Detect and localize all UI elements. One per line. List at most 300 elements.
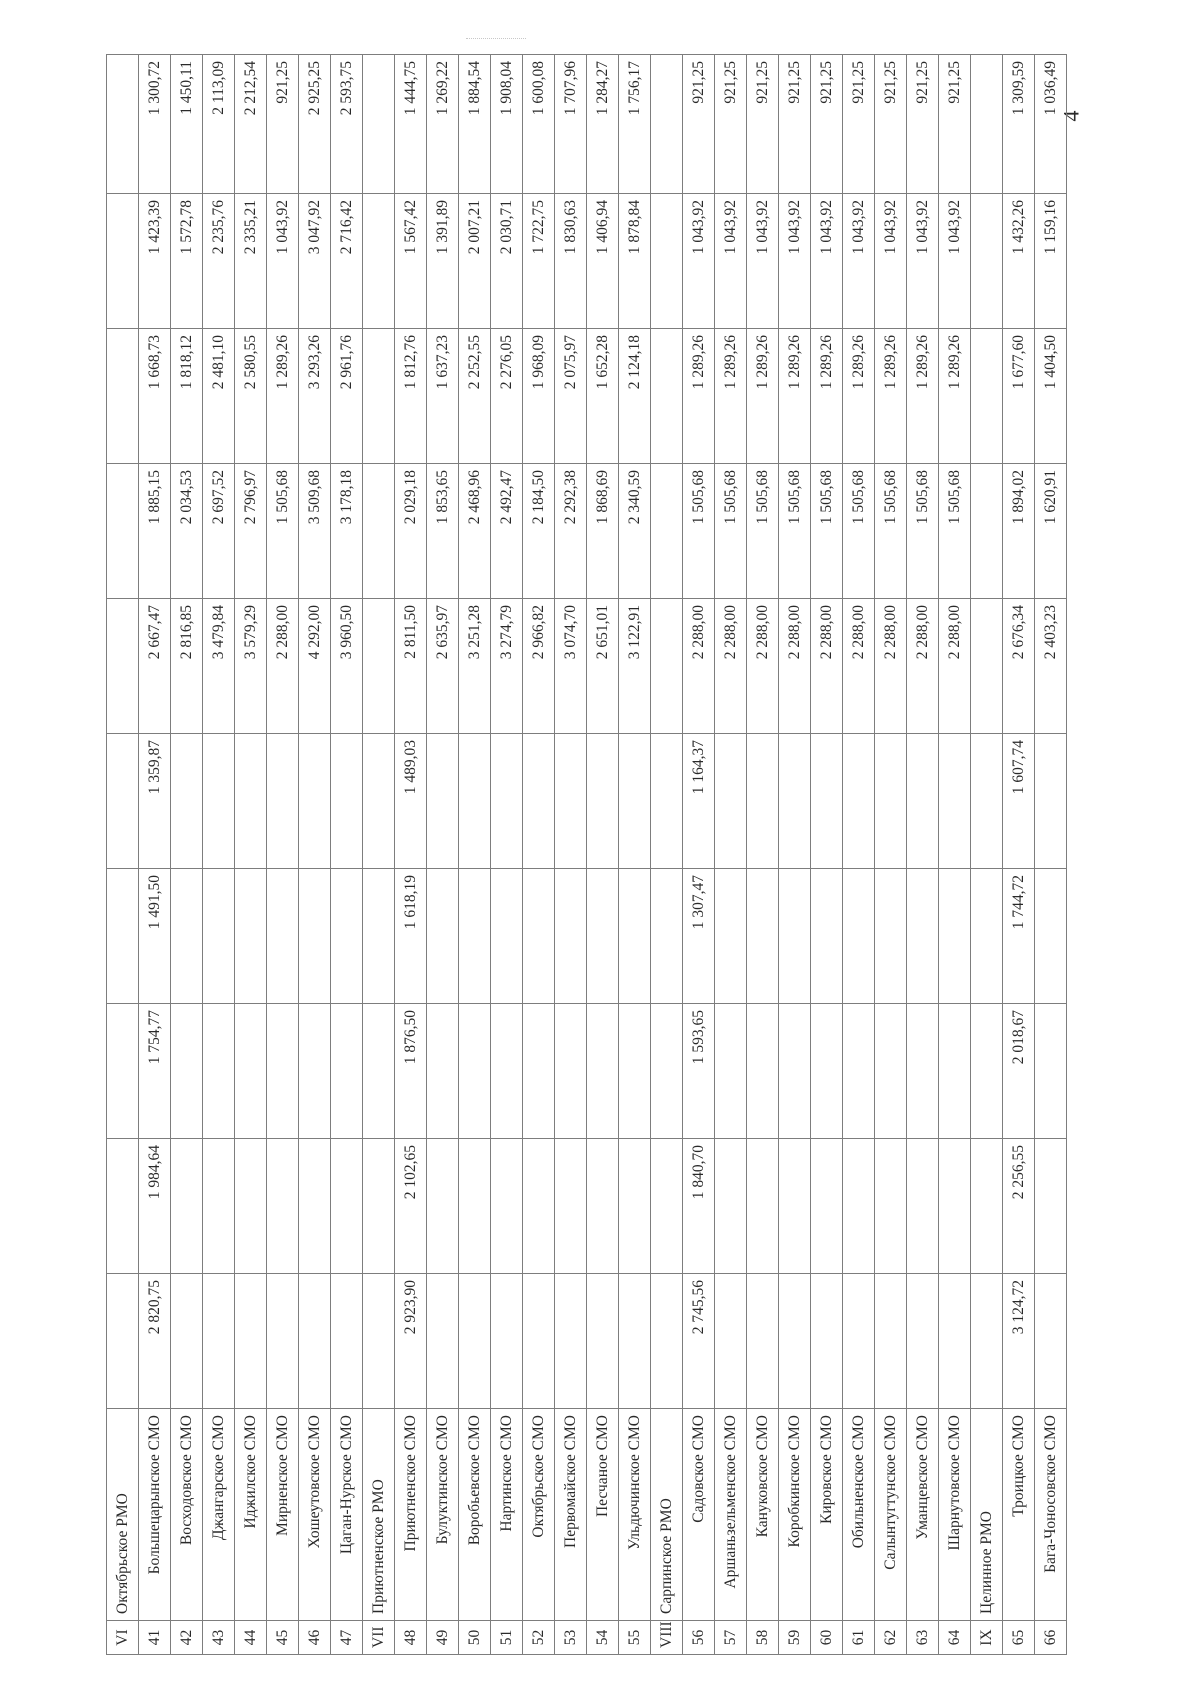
value-cell: 921,25	[875, 55, 907, 194]
value-cell: 1 818,12	[171, 329, 203, 464]
value-cell: 2 288,00	[811, 599, 843, 734]
value-cell	[587, 1139, 619, 1274]
value-cell: 2 102,65	[395, 1139, 427, 1274]
value-cell: 1 878,84	[619, 194, 651, 329]
row-number: IX	[971, 1621, 1003, 1655]
municipality-name: Кировское СМО	[811, 1409, 843, 1621]
table-row	[555, 55, 587, 1655]
value-cell	[459, 1274, 491, 1409]
value-cell	[203, 734, 235, 869]
empty-cell	[971, 1274, 1003, 1409]
value-cell: 1 289,26	[811, 329, 843, 464]
value-cell: 2 923,90	[395, 1274, 427, 1409]
value-cell: 2 288,00	[779, 599, 811, 734]
table-row	[747, 55, 779, 1655]
value-cell: 2 340,59	[619, 464, 651, 599]
value-cell: 2 635,97	[427, 599, 459, 734]
value-cell	[715, 1004, 747, 1139]
value-cell: 1 984,64	[139, 1139, 171, 1274]
value-cell	[555, 734, 587, 869]
table-row	[811, 55, 843, 1655]
value-cell	[715, 734, 747, 869]
value-cell: 2 811,50	[395, 599, 427, 734]
value-cell: 1 894,02	[1003, 464, 1035, 599]
value-cell: 1 043,92	[747, 194, 779, 329]
value-cell	[491, 734, 523, 869]
value-cell	[843, 869, 875, 1004]
table-row	[619, 55, 651, 1655]
value-cell	[523, 1139, 555, 1274]
value-cell: 1 289,26	[907, 329, 939, 464]
value-cell	[843, 734, 875, 869]
table-row	[139, 55, 171, 1655]
table-row	[683, 55, 715, 1655]
value-cell: 1 677,60	[1003, 329, 1035, 464]
value-cell	[235, 1004, 267, 1139]
value-cell: 2 288,00	[875, 599, 907, 734]
row-number: 63	[907, 1621, 939, 1655]
table-row	[203, 55, 235, 1655]
value-cell	[939, 1274, 971, 1409]
value-cell	[171, 1274, 203, 1409]
value-cell: 1 567,42	[395, 194, 427, 329]
value-cell: 1 505,68	[747, 464, 779, 599]
empty-cell	[363, 464, 395, 599]
value-cell: 2 745,56	[683, 1274, 715, 1409]
row-number: 62	[875, 1621, 907, 1655]
value-cell	[331, 734, 363, 869]
value-cell: 2 256,55	[1003, 1139, 1035, 1274]
empty-cell	[107, 329, 139, 464]
value-cell	[779, 1004, 811, 1139]
value-cell	[1035, 1274, 1067, 1409]
value-cell: 1 043,92	[811, 194, 843, 329]
empty-cell	[363, 55, 395, 194]
value-cell: 1 707,96	[555, 55, 587, 194]
empty-cell	[651, 194, 683, 329]
row-number: 42	[171, 1621, 203, 1655]
value-cell	[235, 734, 267, 869]
value-cell: 2 184,50	[523, 464, 555, 599]
value-cell	[875, 734, 907, 869]
value-cell	[299, 869, 331, 1004]
value-cell: 1 432,26	[1003, 194, 1035, 329]
empty-cell	[651, 734, 683, 869]
municipality-name: Джангарское СМО	[203, 1409, 235, 1621]
value-cell: 2 403,23	[1035, 599, 1067, 734]
value-cell	[171, 1139, 203, 1274]
value-cell: 1 289,26	[843, 329, 875, 464]
value-cell	[267, 734, 299, 869]
value-cell	[427, 1274, 459, 1409]
row-number: VIII	[651, 1621, 683, 1655]
value-cell: 921,25	[267, 55, 299, 194]
table-row	[395, 55, 427, 1655]
row-number: 41	[139, 1621, 171, 1655]
value-cell: 1 812,76	[395, 329, 427, 464]
value-cell: 1 289,26	[715, 329, 747, 464]
municipality-name: Шарнутовское СМО	[939, 1409, 971, 1621]
value-cell: 1 289,26	[683, 329, 715, 464]
group-name: Октябрьское РМО	[107, 1409, 139, 1621]
value-cell: 1 289,26	[267, 329, 299, 464]
value-cell: 3 479,84	[203, 599, 235, 734]
value-cell	[331, 1139, 363, 1274]
table-row	[491, 55, 523, 1655]
value-cell	[715, 1274, 747, 1409]
value-cell: 2 235,76	[203, 194, 235, 329]
empty-cell	[363, 734, 395, 869]
value-cell	[779, 734, 811, 869]
row-number: 50	[459, 1621, 491, 1655]
value-cell: 1 853,65	[427, 464, 459, 599]
value-cell: 3 509,68	[299, 464, 331, 599]
row-number: 65	[1003, 1621, 1035, 1655]
value-cell: 921,25	[939, 55, 971, 194]
empty-cell	[107, 1004, 139, 1139]
value-cell: 1 289,26	[747, 329, 779, 464]
row-number: 55	[619, 1621, 651, 1655]
table-row	[267, 55, 299, 1655]
value-cell: 1 309,59	[1003, 55, 1035, 194]
value-cell	[491, 1139, 523, 1274]
value-cell	[619, 734, 651, 869]
value-cell: 1 668,73	[139, 329, 171, 464]
value-cell	[203, 1004, 235, 1139]
value-cell	[299, 1274, 331, 1409]
value-cell	[459, 1004, 491, 1139]
empty-cell	[651, 1274, 683, 1409]
table-row	[875, 55, 907, 1655]
value-cell	[587, 1274, 619, 1409]
row-number: VII	[363, 1621, 395, 1655]
value-cell	[555, 1004, 587, 1139]
value-cell	[587, 1004, 619, 1139]
municipality-name: Аршаньзельменское СМО	[715, 1409, 747, 1621]
value-cell	[171, 869, 203, 1004]
value-cell: 1 289,26	[939, 329, 971, 464]
empty-cell	[971, 194, 1003, 329]
row-number: 61	[843, 1621, 875, 1655]
page-number: 4	[1058, 110, 1084, 122]
value-cell	[491, 1004, 523, 1139]
table-row	[459, 55, 491, 1655]
value-cell: 1 043,92	[907, 194, 939, 329]
value-cell: 3 274,79	[491, 599, 523, 734]
value-cell: 1 505,68	[267, 464, 299, 599]
municipality-name: Воробьевское СМО	[459, 1409, 491, 1621]
value-cell: 1 876,50	[395, 1004, 427, 1139]
value-cell: 1 043,92	[779, 194, 811, 329]
municipality-name: Булуктинское СМО	[427, 1409, 459, 1621]
value-cell	[331, 1004, 363, 1139]
value-cell: 1 359,87	[139, 734, 171, 869]
value-cell: 1 159,16	[1035, 194, 1067, 329]
value-cell	[1035, 1004, 1067, 1139]
value-cell: 2 030,71	[491, 194, 523, 329]
value-cell: 1 406,94	[587, 194, 619, 329]
value-cell: 921,25	[779, 55, 811, 194]
value-cell: 1 884,54	[459, 55, 491, 194]
value-cell: 1 620,91	[1035, 464, 1067, 599]
empty-cell	[971, 869, 1003, 1004]
value-cell	[939, 1004, 971, 1139]
rotated-table-container	[106, 61, 1074, 1655]
value-cell	[203, 1139, 235, 1274]
empty-cell	[107, 194, 139, 329]
group-name: Приютненское РМО	[363, 1409, 395, 1621]
value-cell	[939, 869, 971, 1004]
value-cell: 1 618,19	[395, 869, 427, 1004]
value-cell	[267, 1274, 299, 1409]
table-row	[1003, 55, 1035, 1655]
value-cell	[587, 734, 619, 869]
value-cell	[875, 1004, 907, 1139]
value-cell: 2 966,82	[523, 599, 555, 734]
value-cell	[811, 869, 843, 1004]
value-cell	[299, 1139, 331, 1274]
municipality-name: Восходовское СМО	[171, 1409, 203, 1621]
value-cell: 2 716,42	[331, 194, 363, 329]
municipality-name: Коробкинское СМО	[779, 1409, 811, 1621]
empty-cell	[107, 1139, 139, 1274]
empty-cell	[971, 599, 1003, 734]
municipality-name: Садовское СМО	[683, 1409, 715, 1621]
row-number: 53	[555, 1621, 587, 1655]
tariff-table	[106, 54, 1067, 1655]
value-cell: 1 269,22	[427, 55, 459, 194]
value-cell: 1 593,65	[683, 1004, 715, 1139]
value-cell: 3 178,18	[331, 464, 363, 599]
value-cell	[939, 1139, 971, 1274]
value-cell: 3 579,29	[235, 599, 267, 734]
row-number: 43	[203, 1621, 235, 1655]
empty-cell	[651, 464, 683, 599]
value-cell: 1 450,11	[171, 55, 203, 194]
value-cell: 2 252,55	[459, 329, 491, 464]
value-cell: 2 468,96	[459, 464, 491, 599]
municipality-name: Троицкое СМО	[1003, 1409, 1035, 1621]
value-cell	[811, 1139, 843, 1274]
municipality-name: Приютненское СМО	[395, 1409, 427, 1621]
row-number: 58	[747, 1621, 779, 1655]
row-number: 54	[587, 1621, 619, 1655]
value-cell: 1 491,50	[139, 869, 171, 1004]
value-cell: 2 292,38	[555, 464, 587, 599]
value-cell: 4 292,00	[299, 599, 331, 734]
value-cell: 2 676,34	[1003, 599, 1035, 734]
value-cell: 2 820,75	[139, 1274, 171, 1409]
value-cell: 2 667,47	[139, 599, 171, 734]
value-cell: 2 961,76	[331, 329, 363, 464]
municipality-name: Обильненское СМО	[843, 1409, 875, 1621]
value-cell: 2 288,00	[939, 599, 971, 734]
value-cell: 1 505,68	[811, 464, 843, 599]
value-cell	[1035, 734, 1067, 869]
table-row	[171, 55, 203, 1655]
value-cell: 1 036,49	[1035, 55, 1067, 194]
row-number: 46	[299, 1621, 331, 1655]
value-cell	[907, 869, 939, 1004]
value-cell: 1 908,04	[491, 55, 523, 194]
value-cell	[747, 734, 779, 869]
value-cell: 1 756,17	[619, 55, 651, 194]
value-cell: 1 830,63	[555, 194, 587, 329]
empty-cell	[107, 55, 139, 194]
table-body	[107, 55, 1067, 1655]
municipality-name: Мирненское СМО	[267, 1409, 299, 1621]
value-cell: 1 289,26	[779, 329, 811, 464]
value-cell: 1 722,75	[523, 194, 555, 329]
empty-cell	[971, 1004, 1003, 1139]
value-cell	[523, 869, 555, 1004]
table-row	[331, 55, 363, 1655]
value-cell: 1 489,03	[395, 734, 427, 869]
value-cell	[875, 1274, 907, 1409]
value-cell	[203, 869, 235, 1004]
value-cell: 3 074,70	[555, 599, 587, 734]
municipality-name: Песчаное СМО	[587, 1409, 619, 1621]
value-cell	[427, 1004, 459, 1139]
municipality-name: Хошеутовское СМО	[299, 1409, 331, 1621]
table-row	[779, 55, 811, 1655]
empty-cell	[363, 1004, 395, 1139]
value-cell	[875, 1139, 907, 1274]
value-cell	[523, 1004, 555, 1139]
municipality-name: Большецарынское СМО	[139, 1409, 171, 1621]
value-cell: 1 043,92	[715, 194, 747, 329]
value-cell: 2 796,97	[235, 464, 267, 599]
value-cell: 1 289,26	[875, 329, 907, 464]
value-cell	[331, 1274, 363, 1409]
value-cell	[875, 869, 907, 1004]
value-cell	[939, 734, 971, 869]
value-cell	[459, 734, 491, 869]
row-number: 64	[939, 1621, 971, 1655]
value-cell: 1 637,23	[427, 329, 459, 464]
municipality-name: Салынтугтунское СМО	[875, 1409, 907, 1621]
value-cell	[555, 1139, 587, 1274]
value-cell: 1 505,68	[907, 464, 939, 599]
table-row	[907, 55, 939, 1655]
value-cell	[555, 1274, 587, 1409]
value-cell	[619, 1139, 651, 1274]
value-cell: 921,25	[683, 55, 715, 194]
table-row	[299, 55, 331, 1655]
value-cell	[267, 1004, 299, 1139]
empty-cell	[363, 194, 395, 329]
value-cell: 1 505,68	[779, 464, 811, 599]
value-cell: 2 697,52	[203, 464, 235, 599]
value-cell: 2 034,53	[171, 464, 203, 599]
municipality-name: Бага-Чоносовское СМО	[1035, 1409, 1067, 1621]
value-cell: 1 505,68	[939, 464, 971, 599]
row-number: 56	[683, 1621, 715, 1655]
group-name: Сарпинское РМО	[651, 1409, 683, 1621]
value-cell	[907, 1004, 939, 1139]
value-cell: 2 124,18	[619, 329, 651, 464]
value-cell: 2 007,21	[459, 194, 491, 329]
value-cell	[779, 1274, 811, 1409]
empty-cell	[651, 599, 683, 734]
value-cell: 1 307,47	[683, 869, 715, 1004]
value-cell	[235, 869, 267, 1004]
row-number: 60	[811, 1621, 843, 1655]
row-number: 57	[715, 1621, 747, 1655]
value-cell: 2 651,01	[587, 599, 619, 734]
value-cell: 3 124,72	[1003, 1274, 1035, 1409]
value-cell: 1 652,28	[587, 329, 619, 464]
group-row	[107, 55, 139, 1655]
row-number: 48	[395, 1621, 427, 1655]
value-cell	[267, 869, 299, 1004]
table-row	[939, 55, 971, 1655]
municipality-name: Октябрьское СМО	[523, 1409, 555, 1621]
value-cell: 1 391,89	[427, 194, 459, 329]
value-cell	[459, 869, 491, 1004]
empty-cell	[107, 599, 139, 734]
value-cell	[203, 1274, 235, 1409]
value-cell: 2 816,85	[171, 599, 203, 734]
municipality-name: Нартинское СМО	[491, 1409, 523, 1621]
value-cell: 1 423,39	[139, 194, 171, 329]
value-cell	[747, 1004, 779, 1139]
empty-cell	[651, 55, 683, 194]
empty-cell	[971, 1139, 1003, 1274]
value-cell	[811, 1004, 843, 1139]
row-number: 49	[427, 1621, 459, 1655]
value-cell: 1 968,09	[523, 329, 555, 464]
value-cell: 921,25	[843, 55, 875, 194]
value-cell	[299, 1004, 331, 1139]
value-cell: 2 288,00	[747, 599, 779, 734]
value-cell: 2 335,21	[235, 194, 267, 329]
table-row	[427, 55, 459, 1655]
value-cell	[523, 1274, 555, 1409]
empty-cell	[971, 55, 1003, 194]
value-cell	[811, 734, 843, 869]
value-cell: 2 113,09	[203, 55, 235, 194]
value-cell	[1035, 869, 1067, 1004]
value-cell: 2 288,00	[843, 599, 875, 734]
value-cell: 1 505,68	[843, 464, 875, 599]
empty-cell	[651, 329, 683, 464]
value-cell	[235, 1274, 267, 1409]
value-cell: 1 885,15	[139, 464, 171, 599]
empty-cell	[363, 1274, 395, 1409]
empty-cell	[651, 869, 683, 1004]
value-cell: 2 018,67	[1003, 1004, 1035, 1139]
row-number: 59	[779, 1621, 811, 1655]
value-cell: 1 043,92	[683, 194, 715, 329]
empty-cell	[363, 599, 395, 734]
value-cell	[811, 1274, 843, 1409]
value-cell: 921,25	[747, 55, 779, 194]
municipality-name: Иджилское СМО	[235, 1409, 267, 1621]
value-cell	[459, 1139, 491, 1274]
value-cell: 2 492,47	[491, 464, 523, 599]
value-cell	[427, 1139, 459, 1274]
value-cell	[907, 734, 939, 869]
municipality-name: Кануковское СМО	[747, 1409, 779, 1621]
empty-cell	[107, 1274, 139, 1409]
scan-artifact	[466, 38, 526, 41]
empty-cell	[651, 1139, 683, 1274]
value-cell: 2 288,00	[683, 599, 715, 734]
value-cell	[619, 1274, 651, 1409]
empty-cell	[363, 329, 395, 464]
value-cell	[907, 1139, 939, 1274]
